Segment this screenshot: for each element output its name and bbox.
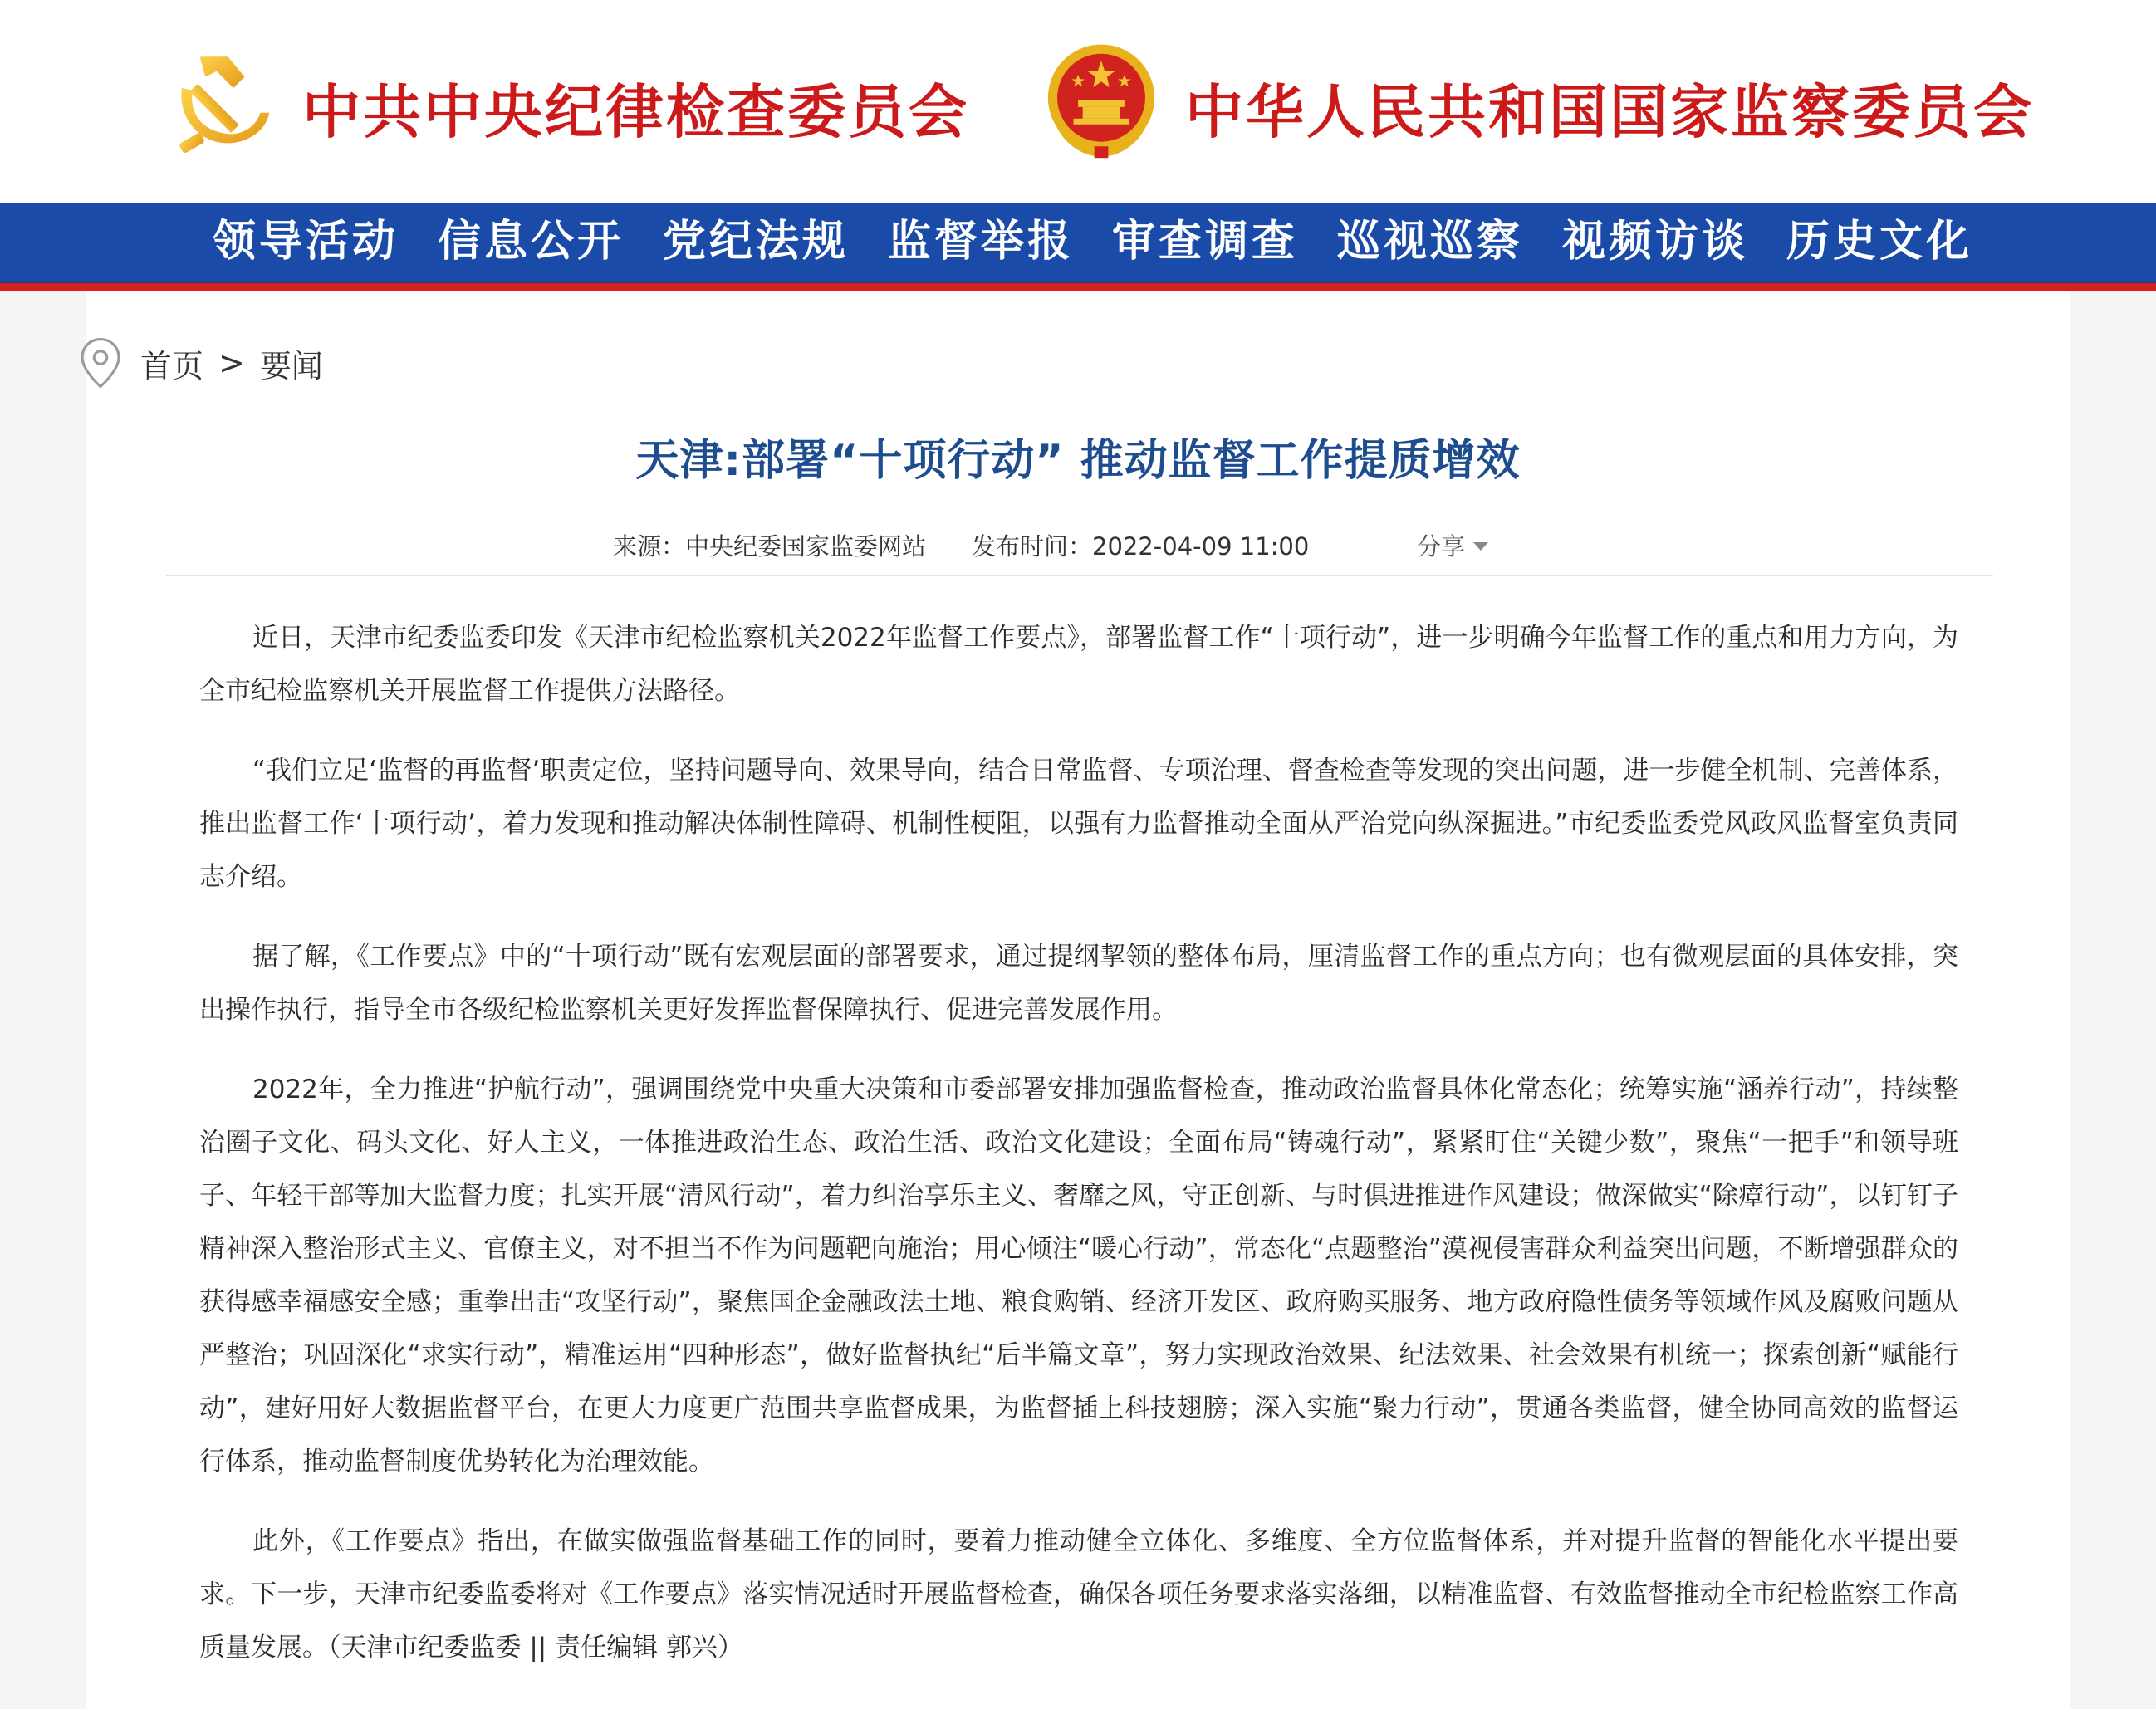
nsc-name: 中华人民共和国国家监察委员会 bbox=[1185, 77, 2034, 146]
nav-item-disclosure[interactable]: 信息公开 bbox=[438, 216, 625, 267]
article-body bbox=[199, 611, 1958, 1701]
nav-item-inspection[interactable]: 巡视巡察 bbox=[1337, 216, 1524, 267]
main-nav bbox=[0, 203, 2156, 291]
nav-item-investigation[interactable]: 审查调查 bbox=[1112, 216, 1299, 267]
location-pin-icon bbox=[79, 337, 122, 389]
ccdi-name: 中共中央纪律检查委员会 bbox=[302, 77, 969, 146]
share-label: 分享 bbox=[1417, 532, 1466, 561]
breadcrumb-home[interactable]: 首页 bbox=[140, 347, 204, 384]
article-paragraph: 据了解，《工作要点》中的“十项行动”既有宏观层面的部署要求，通过提纲挈领的整体布局，厘清监督工作的重点方向；也有微观层面的具体安排，突出操作执行，指导全市各级纪检监察机关更好发挥监督保障执行、促进完善发展作用。 bbox=[199, 942, 1958, 1025]
chevron-down-icon bbox=[1473, 542, 1488, 551]
nav-item-video[interactable]: 视频访谈 bbox=[1562, 216, 1749, 267]
nav-item-reporting[interactable]: 监督举报 bbox=[888, 216, 1075, 267]
nav-item-leadership[interactable]: 领导活动 bbox=[213, 216, 399, 267]
nav-item-regulations[interactable]: 党纪法规 bbox=[663, 216, 850, 267]
breadcrumb-current[interactable]: 要闻 bbox=[259, 347, 323, 384]
article-paragraph: “我们立足‘监督的再监督’职责定位，坚持问题导向、效果导向，结合日常监督、专项治理、督查检查等发现的突出问题，进一步健全机制、完善体系，推出监督工作‘十项行动’，着力发现和推动解决体制性障碍、机制性梗阻，以强有力监督推动全面从严治党向纵深掘进。”市纪委监委党风政风监督室负责同志介绍。 bbox=[199, 756, 1958, 892]
article-paragraph: 2022年，全力推进“护航行动”，强调围绕党中央重大决策和市委部署安排加强监督检查，推动政治监督具体化常态化；统筹实施“涵养行动”，持续整治圈子文化、码头文化、好人主义，一体推进政治生态、政治生活、政治文化建设；全面布局“铸魂行动”，紧紧盯住“关键少数”，聚焦“一把手”和领导班子、年轻干部等加大监督力度；扎实开展“清风行动”，着力纠治享乐主义、奢靡之风，守正创新、与时俱进推进作风建设；做深做实“除瘴行动”，以钉钉子精神深入整治形式主义、官僚主义，对不担当不作为问题靶向施治；用心倾注“暖心行动”，常态化“点题整治”漠视侵害群众利益突出问题，不断增强群众的获得感幸福感安全感；重拳出击“攻坚行动”，聚焦国企金融政法土地、粮食购销、经济开发区、政府购买服务、地方政府隐性债务等领域作风及腐败问题从严整治；巩固深化“求实行动”，精准运用“四种形态”，做好监督执纪“后半篇文章”，努力实现政治效果、纪法效果、社会效果有机统一；探索创新“赋能行动”，建好用好大数据监督平台，在更大力度更广范围共享监督成果，为监督插上科技翅膀；深入实施“聚力行动”，贯通各类监督，健全协同高效的监督运行体系，推动监督制度优势转化为治理效能。 bbox=[199, 1075, 1958, 1476]
article-paragraph: 此外，《工作要点》指出，在做实做强监督基础工作的同时，要着力推动健全立体化、多维度、全方位监督体系，并对提升监督的智能化水平提出要求。下一步，天津市纪委监委将对《工作要点》落实情况适时开展监督检查，确保各项任务要求落实落细，以精准监督、有效监督推动全市纪检监察工作高质量发展。（天津市纪委监委 || 责任编辑 郭兴） bbox=[199, 1526, 1958, 1662]
party-emblem-icon bbox=[166, 43, 278, 155]
article-paragraph: 近日，天津市纪委监委印发《天津市纪检监察机关2022年监督工作要点》，部署监督工作“十项行动”，进一步明确今年监督工作的重点和用力方向，为全市纪检监察机关开展监督工作提供方法路径。 bbox=[199, 623, 1958, 706]
breadcrumb-separator: > bbox=[218, 345, 245, 381]
nav-item-history[interactable]: 历史文化 bbox=[1786, 216, 1973, 267]
article-title: 天津:部署“十项行动” 推动监督工作提质增效 bbox=[635, 436, 1521, 486]
meta-divider bbox=[166, 575, 1993, 576]
share-button[interactable] bbox=[1417, 528, 1488, 565]
article-source: 来源：中央纪委国家监委网站 bbox=[613, 532, 927, 561]
breadcrumb bbox=[79, 334, 338, 392]
article-publish-time: 发布时间：2022-04-09 11:00 bbox=[972, 532, 1310, 561]
national-emblem-icon bbox=[1043, 40, 1159, 160]
site-header bbox=[0, 0, 2156, 203]
